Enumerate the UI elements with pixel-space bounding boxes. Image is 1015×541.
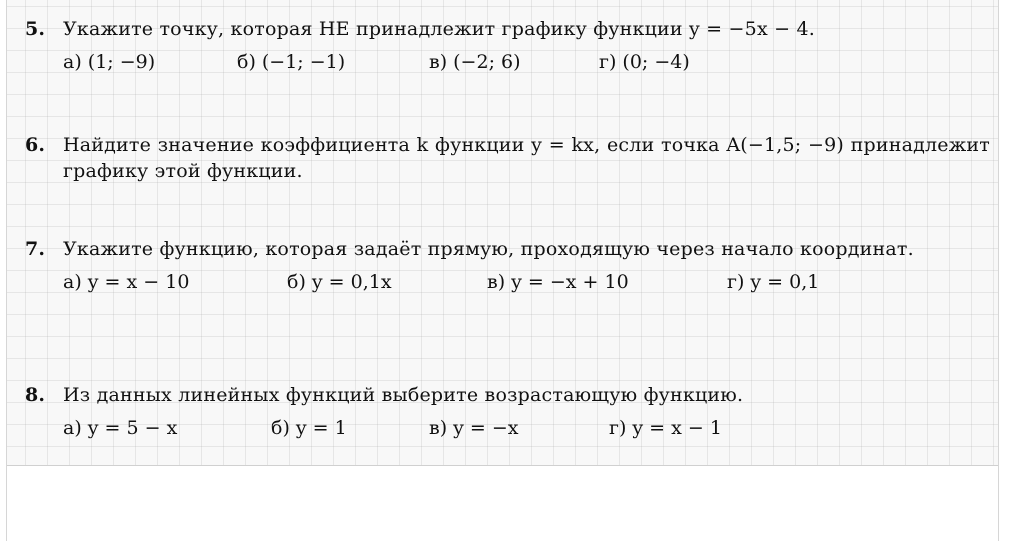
task-text: Укажите функцию, которая задаёт прямую, проходящую через начало координат. bbox=[63, 238, 914, 260]
task-7-options bbox=[25, 268, 990, 296]
task-8 bbox=[25, 382, 990, 442]
option-v: в) y = −x + 10 bbox=[487, 271, 629, 293]
task-6 bbox=[25, 132, 990, 184]
task-number: 7. bbox=[25, 238, 46, 260]
option-b: б) (−1; −1) bbox=[237, 51, 346, 73]
option-g: г) (0; −4) bbox=[599, 51, 690, 73]
option-a: а) (1; −9) bbox=[63, 51, 156, 73]
task-number: 6. bbox=[25, 134, 46, 156]
task-text: Из данных линейных функций выберите возрастающую функцию. bbox=[63, 384, 744, 406]
option-g: г) y = 0,1 bbox=[727, 271, 820, 293]
task-number: 8. bbox=[25, 384, 46, 406]
task-6-stem bbox=[25, 132, 990, 184]
task-5-stem bbox=[25, 16, 990, 42]
task-7 bbox=[25, 236, 990, 296]
option-b: б) y = 0,1x bbox=[287, 271, 392, 293]
option-v: в) (−2; 6) bbox=[429, 51, 521, 73]
task-text: Укажите точку, которая НЕ принадлежит графику функции y = −5x − 4. bbox=[63, 18, 815, 40]
option-g: г) y = x − 1 bbox=[609, 417, 722, 439]
option-a: а) y = 5 − x bbox=[63, 417, 178, 439]
option-b: б) y = 1 bbox=[271, 417, 347, 439]
task-8-stem bbox=[25, 382, 990, 408]
task-5 bbox=[25, 16, 990, 76]
task-5-options bbox=[25, 48, 990, 76]
option-a: а) y = x − 10 bbox=[63, 271, 190, 293]
task-text: Найдите значение коэффициента k функции y = kx, если точка A(−1,5; −9) принадлежит графику этой функции. bbox=[63, 134, 990, 182]
worksheet-image bbox=[7, 0, 998, 466]
task-number: 5. bbox=[25, 18, 46, 40]
task-8-options bbox=[25, 414, 990, 442]
option-v: в) y = −x bbox=[429, 417, 519, 439]
task-7-stem bbox=[25, 236, 990, 262]
